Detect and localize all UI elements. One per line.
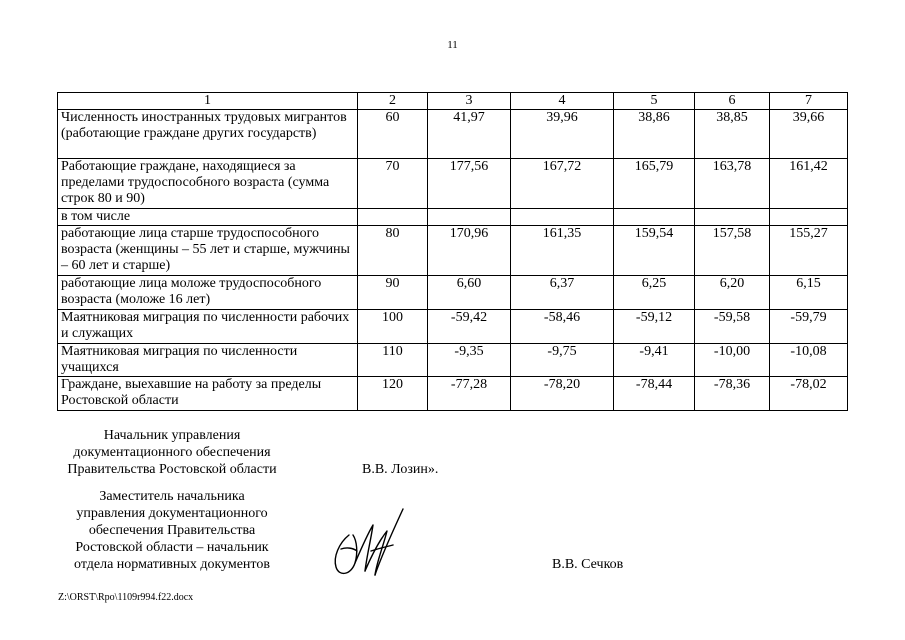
position-line: управления документационного	[76, 506, 268, 521]
table-header-row	[58, 93, 848, 110]
table-cell: 6,60	[428, 276, 511, 310]
column-header: 2	[358, 93, 428, 110]
table-cell: -9,41	[614, 344, 695, 377]
table-cell: 39,96	[511, 110, 614, 159]
table-cell: 6,37	[511, 276, 614, 310]
position-line: Начальник управления	[103, 428, 241, 443]
table-cell	[770, 209, 848, 226]
column-header: 3	[428, 93, 511, 110]
table-row	[58, 310, 848, 344]
table-cell: -59,79	[770, 310, 848, 344]
position-line: документационного обеспечения	[73, 445, 271, 460]
table-cell: -10,08	[770, 344, 848, 377]
row-label: Маятниковая миграция по численности рабочих и служащих	[58, 310, 358, 344]
table-cell: 38,85	[695, 110, 770, 159]
position-line: Правительства Ростовской области	[67, 462, 277, 477]
table-cell: -78,20	[511, 377, 614, 411]
position-line: Ростовской области – начальник	[75, 540, 269, 555]
table-cell: 39,66	[770, 110, 848, 159]
table-cell: 6,25	[614, 276, 695, 310]
table-row	[58, 377, 848, 411]
table-cell: 167,72	[511, 159, 614, 209]
table-cell	[428, 209, 511, 226]
table-cell: 159,54	[614, 226, 695, 276]
signatory1-name: В.В. Лозин».	[362, 462, 439, 477]
row-label: Работающие граждане, находящиеся за пределами трудоспособного возраста (сумма строк 80 и 90)	[58, 159, 358, 209]
position-line: Заместитель начальника	[99, 489, 245, 504]
table-cell: 170,96	[428, 226, 511, 276]
row-label: Маятниковая миграция по численности учащихся	[58, 344, 358, 377]
row-code: 110	[358, 344, 428, 377]
table-cell: -77,28	[428, 377, 511, 411]
row-code: 100	[358, 310, 428, 344]
column-header: 6	[695, 93, 770, 110]
row-label: работающие лица моложе трудоспособного возраста (моложе 16 лет)	[58, 276, 358, 310]
row-label: в том числе	[58, 209, 358, 226]
table-cell: 155,27	[770, 226, 848, 276]
table-cell: -9,75	[511, 344, 614, 377]
data-table	[57, 92, 848, 411]
table-cell	[614, 209, 695, 226]
row-code: 90	[358, 276, 428, 310]
table-cell: 41,97	[428, 110, 511, 159]
handwritten-signature	[327, 505, 409, 585]
row-code	[358, 209, 428, 226]
table-row	[58, 209, 848, 226]
table-row	[58, 226, 848, 276]
table-cell: 6,20	[695, 276, 770, 310]
row-label: Граждане, выехавшие на работу за пределы Ростовской области	[58, 377, 358, 411]
table-cell	[511, 209, 614, 226]
column-header: 4	[511, 93, 614, 110]
table-cell: -9,35	[428, 344, 511, 377]
row-code: 60	[358, 110, 428, 159]
table-row	[58, 344, 848, 377]
table-cell: -59,42	[428, 310, 511, 344]
table-cell: 163,78	[695, 159, 770, 209]
row-label: Численность иностранных трудовых мигрантов (работающие граждане других государств)	[58, 110, 358, 159]
row-code: 70	[358, 159, 428, 209]
table-cell: -78,02	[770, 377, 848, 411]
signatory2-position	[52, 488, 292, 573]
column-header: 1	[58, 93, 358, 110]
column-header: 7	[770, 93, 848, 110]
table-cell: 165,79	[614, 159, 695, 209]
column-header: 5	[614, 93, 695, 110]
row-label: работающие лица старше трудоспособного возраста (женщины – 55 лет и старше, мужчины – 60 лет и старше)	[58, 226, 358, 276]
signatory1-position	[52, 427, 292, 478]
position-line: обеспечения Правительства	[88, 523, 256, 538]
table-row	[58, 276, 848, 310]
table-cell: -59,12	[614, 310, 695, 344]
table-cell: -59,58	[695, 310, 770, 344]
table-cell: 157,58	[695, 226, 770, 276]
signatory2-name: В.В. Сечков	[552, 557, 624, 572]
position-line: отдела нормативных документов	[74, 557, 270, 572]
row-code: 120	[358, 377, 428, 411]
table-cell: 177,56	[428, 159, 511, 209]
table-cell: -58,46	[511, 310, 614, 344]
table-cell: 161,35	[511, 226, 614, 276]
table-cell: 6,15	[770, 276, 848, 310]
table-cell: 161,42	[770, 159, 848, 209]
table-cell: -10,00	[695, 344, 770, 377]
footer-file-path: Z:\ORST\Rpo\1109r994.f22.docx	[58, 592, 194, 603]
page-number: 11	[447, 39, 458, 51]
table-row	[58, 110, 848, 159]
row-code: 80	[358, 226, 428, 276]
table-row	[58, 159, 848, 209]
table-cell: 38,86	[614, 110, 695, 159]
table-cell: -78,36	[695, 377, 770, 411]
table-cell: -78,44	[614, 377, 695, 411]
table-cell	[695, 209, 770, 226]
